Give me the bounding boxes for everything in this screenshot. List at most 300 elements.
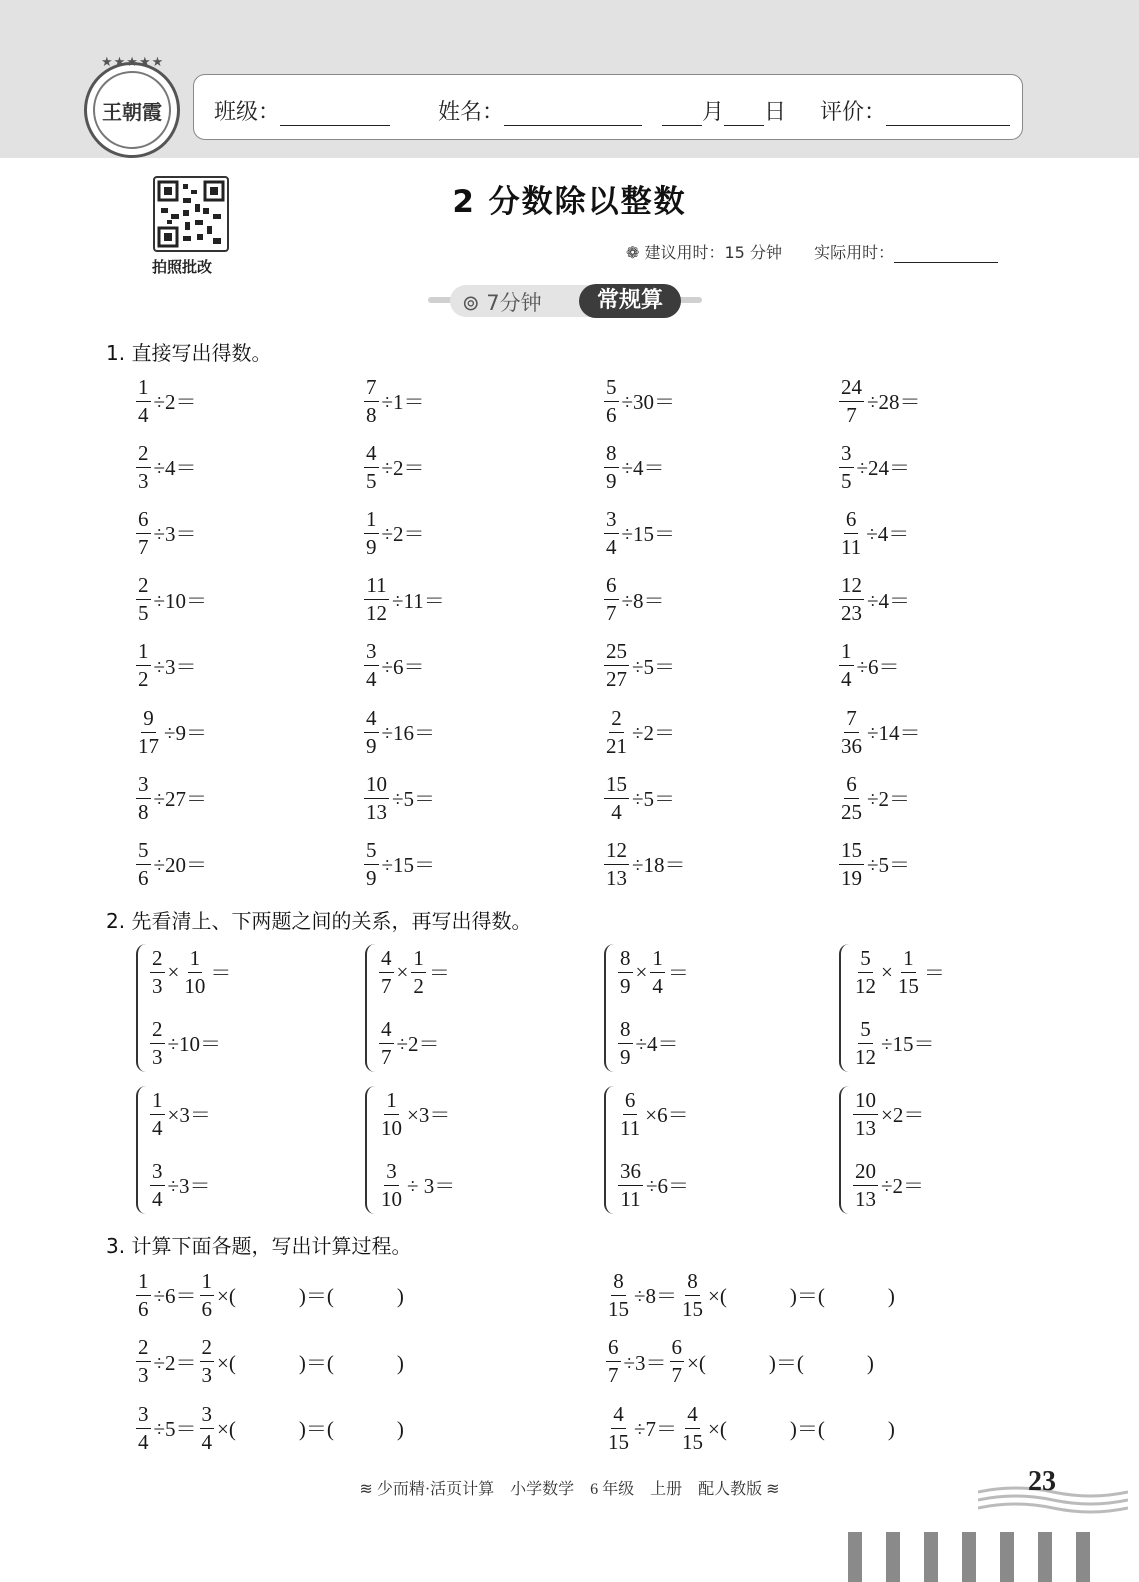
- fraction: [364, 705, 379, 758]
- numerator: 6: [844, 509, 859, 534]
- fraction: [650, 945, 665, 998]
- edge-bar: [1038, 1532, 1052, 1582]
- fraction: [150, 945, 165, 998]
- fraction: [364, 771, 389, 824]
- numerator: 6: [606, 1337, 621, 1362]
- numerator: 1: [364, 509, 379, 534]
- medal-icon: ⊚: [462, 291, 480, 315]
- fraction: [136, 1401, 151, 1454]
- operation: ÷2＝: [396, 1032, 440, 1056]
- operation: ÷2＝: [867, 787, 911, 812]
- operation: ÷6＝: [381, 654, 425, 679]
- numerator: 1: [901, 948, 916, 973]
- denominator: 10: [381, 1186, 402, 1211]
- operation: ×2＝: [881, 1103, 925, 1127]
- numerator: 2: [200, 1337, 215, 1362]
- problem-top[interactable]: [148, 1086, 212, 1142]
- fraction: [379, 1016, 394, 1069]
- category-badge: 常规算: [579, 284, 681, 318]
- fraction: [839, 641, 854, 690]
- problem-pair: [839, 944, 1041, 1072]
- numerator: 4: [364, 443, 379, 468]
- problem[interactable]: [837, 638, 901, 694]
- operation: ÷4＝: [635, 1032, 679, 1056]
- section3-heading: 3. 计算下面各题，写出计算过程。: [106, 1234, 412, 1258]
- operator: ×: [167, 959, 180, 984]
- problem-top[interactable]: [851, 944, 946, 1000]
- numerator: 1: [136, 1271, 151, 1296]
- numerator: 6: [670, 1337, 685, 1362]
- fraction: [680, 1401, 705, 1454]
- problem[interactable]: [134, 638, 198, 694]
- problem-top[interactable]: [377, 1086, 451, 1142]
- denominator: 7: [606, 601, 617, 626]
- fraction: [604, 837, 629, 890]
- operator: ×: [635, 959, 648, 984]
- fraction: [379, 1158, 404, 1211]
- fraction: [364, 440, 379, 493]
- section2-heading: 2. 先看清上、下两题之间的关系，再写出得数。: [106, 909, 532, 933]
- timer-label: 7分钟: [486, 291, 542, 315]
- operator: ×: [881, 959, 893, 984]
- operation: ÷5＝: [867, 853, 911, 878]
- problem[interactable]: [134, 373, 198, 429]
- problem[interactable]: [362, 638, 426, 694]
- denominator: 10: [381, 1115, 402, 1140]
- operation: ÷1＝: [381, 390, 425, 414]
- process-problem[interactable]: [604, 1267, 896, 1323]
- operation: ÷3＝: [153, 654, 197, 679]
- denominator: 7: [381, 1044, 392, 1069]
- name-field[interactable]: [438, 95, 642, 126]
- denominator: 2: [413, 973, 424, 998]
- denominator: 25: [841, 799, 862, 824]
- edge-bar: [848, 1532, 862, 1582]
- timer-duration: [462, 287, 542, 317]
- fraction: [136, 705, 161, 758]
- fraction: [136, 1268, 151, 1321]
- process-problem[interactable]: [604, 1400, 896, 1456]
- problem[interactable]: [837, 704, 922, 760]
- flower-icon: ❁: [626, 243, 640, 262]
- fraction: [604, 374, 619, 427]
- numerator: 1: [384, 1090, 399, 1115]
- denominator: 15: [897, 973, 919, 998]
- edge-bar: [886, 1532, 900, 1582]
- operation: ÷2＝: [381, 456, 425, 481]
- fraction: [618, 1016, 633, 1069]
- numerator: 1: [150, 1090, 165, 1115]
- operation: ÷30＝: [621, 390, 676, 414]
- numerator: 10: [853, 1090, 878, 1115]
- denominator: 3: [201, 1363, 213, 1387]
- fraction: [604, 506, 619, 559]
- answer-blanks: ×( )＝( ): [687, 1350, 874, 1375]
- numerator: 9: [141, 708, 156, 733]
- fraction: [839, 440, 854, 493]
- denominator: 15: [608, 1296, 629, 1321]
- fraction: [364, 575, 389, 624]
- denominator: 6: [138, 1296, 149, 1321]
- fraction: [606, 1268, 631, 1321]
- operation: ÷10＝: [153, 588, 208, 613]
- problem[interactable]: [602, 836, 687, 892]
- denominator: 10: [184, 973, 206, 998]
- denominator: 3: [152, 973, 163, 998]
- numerator: 3: [604, 509, 619, 534]
- fraction: [150, 1158, 165, 1211]
- numerator: 4: [379, 948, 394, 973]
- operation: ÷27＝: [153, 787, 208, 812]
- fraction: [839, 374, 864, 427]
- logo-text: 王朝霞: [93, 71, 171, 149]
- operation: ÷16＝: [381, 721, 436, 745]
- operation: ÷2＝: [153, 390, 197, 414]
- operator: ×: [396, 959, 409, 984]
- problem[interactable]: [134, 439, 198, 495]
- operation: ÷3＝: [167, 1174, 211, 1198]
- numerator: 4: [611, 1404, 626, 1429]
- problem[interactable]: [837, 373, 922, 429]
- numerator: 5: [858, 948, 873, 973]
- numerator: 15: [839, 840, 864, 865]
- problem[interactable]: [362, 704, 436, 760]
- denominator: 7: [608, 1363, 619, 1387]
- fraction: [200, 1401, 215, 1454]
- fraction: [853, 1087, 878, 1140]
- fraction: [604, 641, 629, 690]
- footer-series: ≋ 少而精·活页计算 小学数学 6 年级 上册 配人教版 ≋: [359, 1481, 780, 1498]
- star-icons: ★★★★★: [101, 55, 165, 70]
- numerator: 1: [188, 948, 203, 973]
- suggested-time: 建议用时：15 分钟: [644, 243, 782, 262]
- operation: ÷9＝: [164, 721, 208, 745]
- denominator: 3: [138, 1363, 149, 1387]
- denominator: 15: [682, 1296, 704, 1321]
- problem-top[interactable]: [851, 1086, 925, 1142]
- numerator: 36: [618, 1161, 643, 1186]
- answer-blanks: ×( )＝( ): [708, 1417, 895, 1441]
- operation: ÷15＝: [381, 853, 436, 878]
- numerator: 5: [136, 840, 151, 865]
- numerator: 1: [650, 948, 665, 973]
- problem[interactable]: [134, 836, 208, 892]
- process-problem[interactable]: [134, 1334, 405, 1390]
- problem[interactable]: [362, 836, 436, 892]
- fraction: [618, 945, 633, 998]
- numerator: 7: [364, 377, 379, 402]
- problem-pair: [604, 944, 806, 1072]
- fraction: [200, 1268, 215, 1321]
- denominator: 17: [138, 733, 159, 758]
- actual-time-label: 实际用时：: [814, 243, 895, 262]
- operation: ×6＝: [645, 1103, 689, 1127]
- problem[interactable]: [362, 505, 426, 561]
- fraction: [606, 1401, 631, 1454]
- numerator: 7: [844, 708, 859, 733]
- operation: ÷4＝: [153, 456, 197, 481]
- fraction: [839, 575, 864, 624]
- name-label: 姓名：: [438, 100, 505, 125]
- numerator: 1: [136, 641, 151, 666]
- edge-bar: [1076, 1532, 1090, 1582]
- denominator: 3: [138, 468, 149, 493]
- numerator: 3: [384, 1161, 399, 1186]
- fraction: [364, 506, 379, 559]
- numerator: 2: [150, 948, 165, 973]
- student-info-box: [193, 74, 1023, 140]
- denominator: 9: [366, 534, 377, 559]
- operation: ÷4＝: [866, 522, 910, 547]
- problem[interactable]: [362, 770, 436, 826]
- denominator: 8: [366, 402, 377, 427]
- fraction: [618, 1087, 642, 1140]
- fraction: [670, 1337, 685, 1386]
- problem[interactable]: [837, 439, 911, 495]
- operation: ÷14＝: [867, 721, 921, 745]
- operation: ÷3＝: [153, 522, 197, 547]
- operation: ÷15＝: [881, 1032, 935, 1056]
- fraction: [839, 771, 864, 824]
- numerator: 6: [844, 774, 859, 799]
- denominator: 6: [201, 1296, 213, 1321]
- numerator: 8: [604, 443, 619, 468]
- numerator: 3: [136, 1404, 151, 1429]
- fraction: [136, 641, 151, 690]
- month-label: 月: [702, 100, 725, 125]
- denominator: 4: [606, 534, 617, 559]
- problem[interactable]: [602, 572, 666, 628]
- numerator: 1: [411, 948, 426, 973]
- problem-pair: [136, 944, 338, 1072]
- fraction: [379, 1087, 404, 1140]
- page-number: 23: [1028, 1466, 1056, 1497]
- problem-top[interactable]: [616, 1086, 690, 1142]
- page-title: 2 分数除以整数: [452, 184, 687, 220]
- problem[interactable]: [134, 505, 198, 561]
- numerator: 1: [839, 641, 854, 666]
- denominator: 7: [381, 973, 392, 998]
- problem-bottom[interactable]: [851, 1015, 936, 1071]
- denominator: 36: [841, 733, 862, 758]
- denominator: 9: [620, 1044, 631, 1069]
- operation: ÷24＝: [856, 456, 911, 481]
- problem[interactable]: [837, 505, 910, 561]
- class-label: 班级：: [214, 100, 281, 125]
- problem-top[interactable]: [377, 944, 451, 1000]
- operation: ÷8＝: [634, 1284, 678, 1308]
- operation: ÷4＝: [867, 588, 911, 613]
- problem[interactable]: [602, 638, 676, 694]
- numerator: 3: [839, 443, 854, 468]
- operation: ×3＝: [407, 1103, 451, 1127]
- denominator: 12: [855, 1044, 876, 1069]
- denominator: 4: [138, 402, 149, 427]
- operation: ÷28＝: [867, 390, 921, 414]
- numerator: 3: [200, 1404, 215, 1429]
- numerator: 8: [685, 1271, 700, 1296]
- denominator: 9: [620, 973, 631, 998]
- denominator: 4: [366, 667, 377, 692]
- fraction: [604, 771, 629, 824]
- operation: ÷3＝: [623, 1350, 667, 1375]
- fraction: [896, 945, 921, 998]
- denominator: 19: [841, 865, 862, 890]
- operation: ÷6＝: [646, 1174, 690, 1198]
- problem[interactable]: [602, 704, 676, 760]
- fraction: [606, 1337, 621, 1386]
- answer-blanks: ×( )＝( ): [708, 1284, 895, 1308]
- denominator: 7: [846, 402, 857, 427]
- operation: ÷2＝: [153, 1350, 197, 1375]
- operation: ÷7＝: [634, 1417, 678, 1441]
- numerator: 2: [136, 443, 151, 468]
- operation: ÷ 3＝: [407, 1174, 456, 1198]
- numerator: 3: [150, 1161, 165, 1186]
- problem-pair: [365, 944, 567, 1072]
- problem[interactable]: [837, 836, 911, 892]
- process-problem[interactable]: [134, 1267, 405, 1323]
- fraction: [182, 945, 207, 998]
- answer-blanks: ×( )＝( ): [217, 1417, 404, 1441]
- numerator: 25: [604, 641, 629, 666]
- fraction: [853, 1158, 878, 1211]
- problem[interactable]: [837, 770, 911, 826]
- problem-bottom[interactable]: [851, 1157, 925, 1213]
- date-field[interactable]: [662, 95, 786, 126]
- numerator: 6: [623, 1090, 638, 1115]
- denominator: 13: [855, 1115, 876, 1140]
- problem-bottom[interactable]: [377, 1015, 441, 1071]
- fraction: [604, 705, 629, 758]
- problem[interactable]: [134, 572, 208, 628]
- numerator: 3: [136, 774, 151, 799]
- answer-blanks: ×( )＝( ): [217, 1284, 404, 1308]
- numerator: 1: [136, 377, 151, 402]
- numerator: 15: [604, 774, 629, 799]
- edge-bar: [962, 1532, 976, 1582]
- denominator: 7: [671, 1363, 683, 1387]
- problem[interactable]: [362, 373, 426, 429]
- fraction: [136, 374, 151, 427]
- numerator: 5: [364, 840, 379, 865]
- denominator: 6: [606, 402, 617, 427]
- numerator: 2: [136, 1337, 151, 1362]
- operation: ÷4＝: [621, 456, 665, 481]
- problem[interactable]: [602, 373, 676, 429]
- denominator: 5: [366, 468, 377, 493]
- fraction: [618, 1158, 643, 1211]
- numerator: 5: [858, 1019, 873, 1044]
- answer-blanks: ×( )＝( ): [217, 1350, 404, 1375]
- denominator: 4: [152, 1115, 163, 1140]
- numerator: 8: [618, 1019, 633, 1044]
- problem-bottom[interactable]: [616, 1015, 680, 1071]
- fraction: [136, 837, 151, 890]
- process-problem[interactable]: [134, 1400, 405, 1456]
- problem-top[interactable]: [148, 944, 232, 1000]
- operation: ÷11＝: [392, 588, 445, 613]
- operation: ÷2＝: [881, 1174, 925, 1198]
- denominator: 15: [608, 1429, 629, 1454]
- fraction: [364, 374, 379, 427]
- problem[interactable]: [602, 505, 676, 561]
- numerator: 2: [150, 1019, 165, 1044]
- problem-bottom[interactable]: [148, 1015, 222, 1071]
- problem[interactable]: [837, 572, 911, 628]
- operation: ÷5＝: [392, 787, 436, 812]
- fraction: [839, 705, 864, 758]
- denominator: 23: [841, 601, 862, 626]
- problem-bottom[interactable]: [377, 1157, 456, 1213]
- problem-pair: [604, 1086, 806, 1214]
- denominator: 15: [682, 1429, 704, 1454]
- denominator: 11: [620, 1115, 641, 1140]
- operation: ÷2＝: [632, 721, 676, 745]
- numerator: 4: [379, 1019, 394, 1044]
- numerator: 5: [604, 377, 619, 402]
- denominator: 12: [366, 601, 387, 626]
- denominator: 27: [606, 667, 627, 692]
- fraction: [136, 440, 151, 493]
- numerator: 4: [685, 1404, 700, 1429]
- problem-pair: [136, 1086, 338, 1214]
- fraction: [150, 1087, 165, 1140]
- operation: ÷2＝: [381, 522, 425, 547]
- operation: ＝: [428, 961, 450, 985]
- denominator: 21: [606, 733, 627, 758]
- problem-pair: [839, 1086, 1041, 1214]
- problem[interactable]: [362, 439, 426, 495]
- qr-label: 拍照批改: [152, 258, 213, 276]
- problem[interactable]: [134, 770, 208, 826]
- denominator: 8: [138, 799, 149, 824]
- problem[interactable]: [362, 572, 446, 628]
- operation: ＝: [210, 961, 232, 985]
- numerator: 8: [611, 1271, 626, 1296]
- denominator: 4: [201, 1429, 213, 1454]
- problem-bottom[interactable]: [616, 1157, 690, 1213]
- problem[interactable]: [134, 704, 208, 760]
- numerator: 2: [136, 575, 151, 600]
- class-field[interactable]: [214, 95, 390, 126]
- section1-heading: 1. 直接写出得数。: [106, 341, 272, 365]
- operation: ÷20＝: [153, 853, 208, 878]
- problem-top[interactable]: [616, 944, 690, 1000]
- denominator: 9: [366, 733, 377, 758]
- numerator: 12: [604, 840, 629, 865]
- problem[interactable]: [602, 439, 666, 495]
- numerator: 11: [364, 575, 388, 600]
- edge-bar: [924, 1532, 938, 1582]
- denominator: 4: [841, 667, 852, 692]
- process-problem[interactable]: [604, 1334, 875, 1390]
- numerator: 20: [853, 1161, 878, 1186]
- fraction: [411, 945, 426, 998]
- denominator: 13: [855, 1186, 876, 1211]
- eval-field[interactable]: [820, 95, 1010, 126]
- problem-bottom[interactable]: [148, 1157, 212, 1213]
- numerator: 24: [839, 377, 864, 402]
- fraction: [839, 837, 864, 890]
- denominator: 4: [138, 1429, 149, 1454]
- denominator: 4: [152, 1186, 163, 1211]
- fraction: [839, 506, 863, 559]
- fraction: [364, 837, 379, 890]
- denominator: 12: [855, 973, 876, 998]
- problem[interactable]: [602, 770, 676, 826]
- numerator: 10: [364, 774, 389, 799]
